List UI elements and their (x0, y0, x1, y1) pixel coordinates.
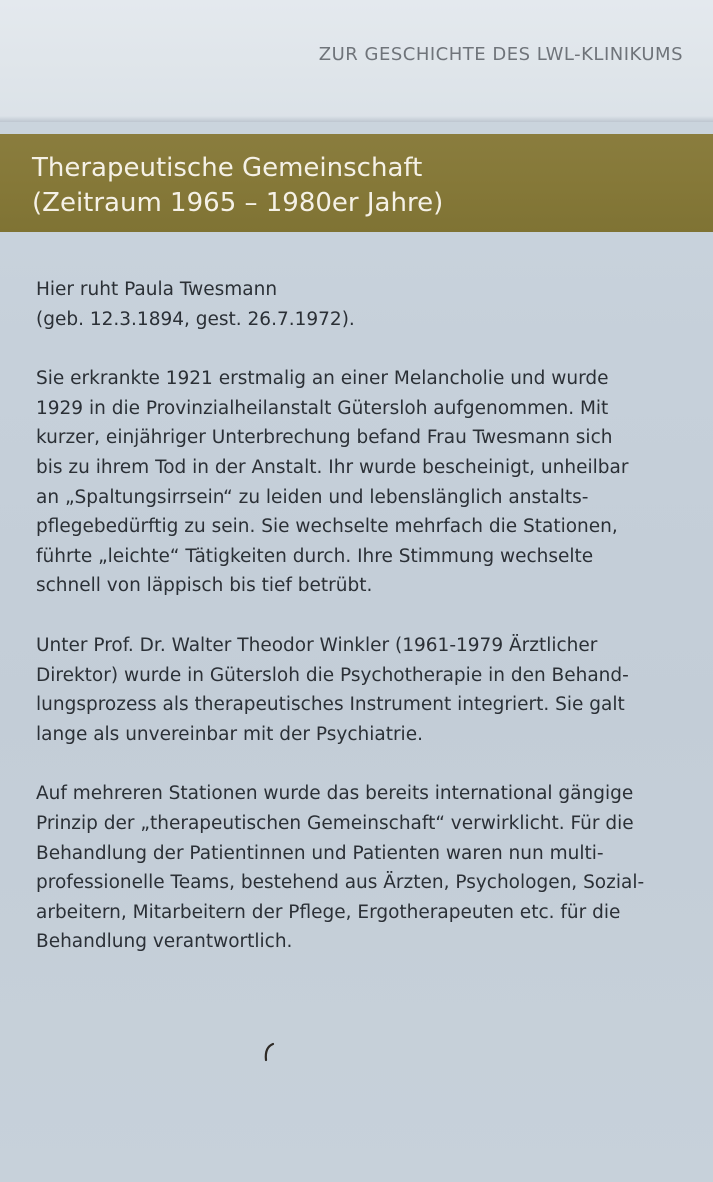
text-line: schnell von läppisch bis tief betrübt. (36, 575, 373, 597)
text-line: professionelle Teams, bestehend aus Ärzten, Psychologen, Sozial- (36, 872, 645, 894)
surface-scratch (262, 1042, 276, 1064)
text-line: Auf mehreren Stationen wurde das bereits international gängige (36, 783, 634, 805)
paragraph-therapeutic-community (36, 779, 686, 957)
text-line: pflegebedürftig zu sein. Sie wechselte mehrfach die Stationen, (36, 516, 618, 538)
series-heading: ZUR GESCHICHTE DES LWL-KLINIKUMS (318, 44, 683, 65)
sign-body (36, 275, 686, 987)
paragraph-epitaph (36, 275, 686, 334)
text-line: an „Spaltungsirrsein“ zu leiden und lebenslänglich anstalts- (36, 486, 589, 508)
header-band (0, 0, 713, 122)
title-line-2: (Zeitraum 1965 – 1980er Jahre) (32, 188, 444, 218)
text-line: Sie erkrankte 1921 erstmalig an einer Melancholie und wurde (36, 368, 609, 390)
text-line: bis zu ihrem Tod in der Anstalt. Ihr wurde bescheinigt, unheilbar (36, 456, 629, 478)
paragraph-biography (36, 364, 686, 601)
text-line: kurzer, einjähriger Unterbrechung befand Frau Twesmann sich (36, 427, 613, 449)
text-line: Hier ruht Paula Twesmann (36, 279, 278, 300)
text-line: lungsprozess als therapeutisches Instrument integriert. Sie galt (36, 694, 625, 716)
paragraph-psychotherapy (36, 631, 686, 749)
text-line: 1929 in die Provinzialheilanstalt Gütersloh aufgenommen. Mit (36, 397, 609, 419)
text-line: arbeitern, Mitarbeitern der Pflege, Ergotherapeuten etc. für die (36, 901, 621, 923)
text-line: Direktor) wurde in Gütersloh die Psychotherapie in den Behand- (36, 664, 629, 686)
text-line: (geb. 12.3.1894, gest. 26.7.1972). (36, 308, 355, 330)
sign-title (32, 151, 692, 221)
text-line: Unter Prof. Dr. Walter Theodor Winkler (1961-1979 Ärztlicher (36, 634, 598, 656)
title-line-1: Therapeutische Gemeinschaft (32, 153, 423, 183)
text-line: Behandlung der Patientinnen und Patienten waren nun multi- (36, 842, 604, 864)
text-line: Behandlung verantwortlich. (36, 931, 293, 953)
text-line: Prinzip der „therapeutischen Gemeinschaft“ verwirklicht. Für die (36, 812, 634, 834)
text-line: lange als unvereinbar mit der Psychiatrie. (36, 723, 423, 745)
text-line: führte „leichte“ Tätigkeiten durch. Ihre Stimmung wechselte (36, 545, 594, 567)
